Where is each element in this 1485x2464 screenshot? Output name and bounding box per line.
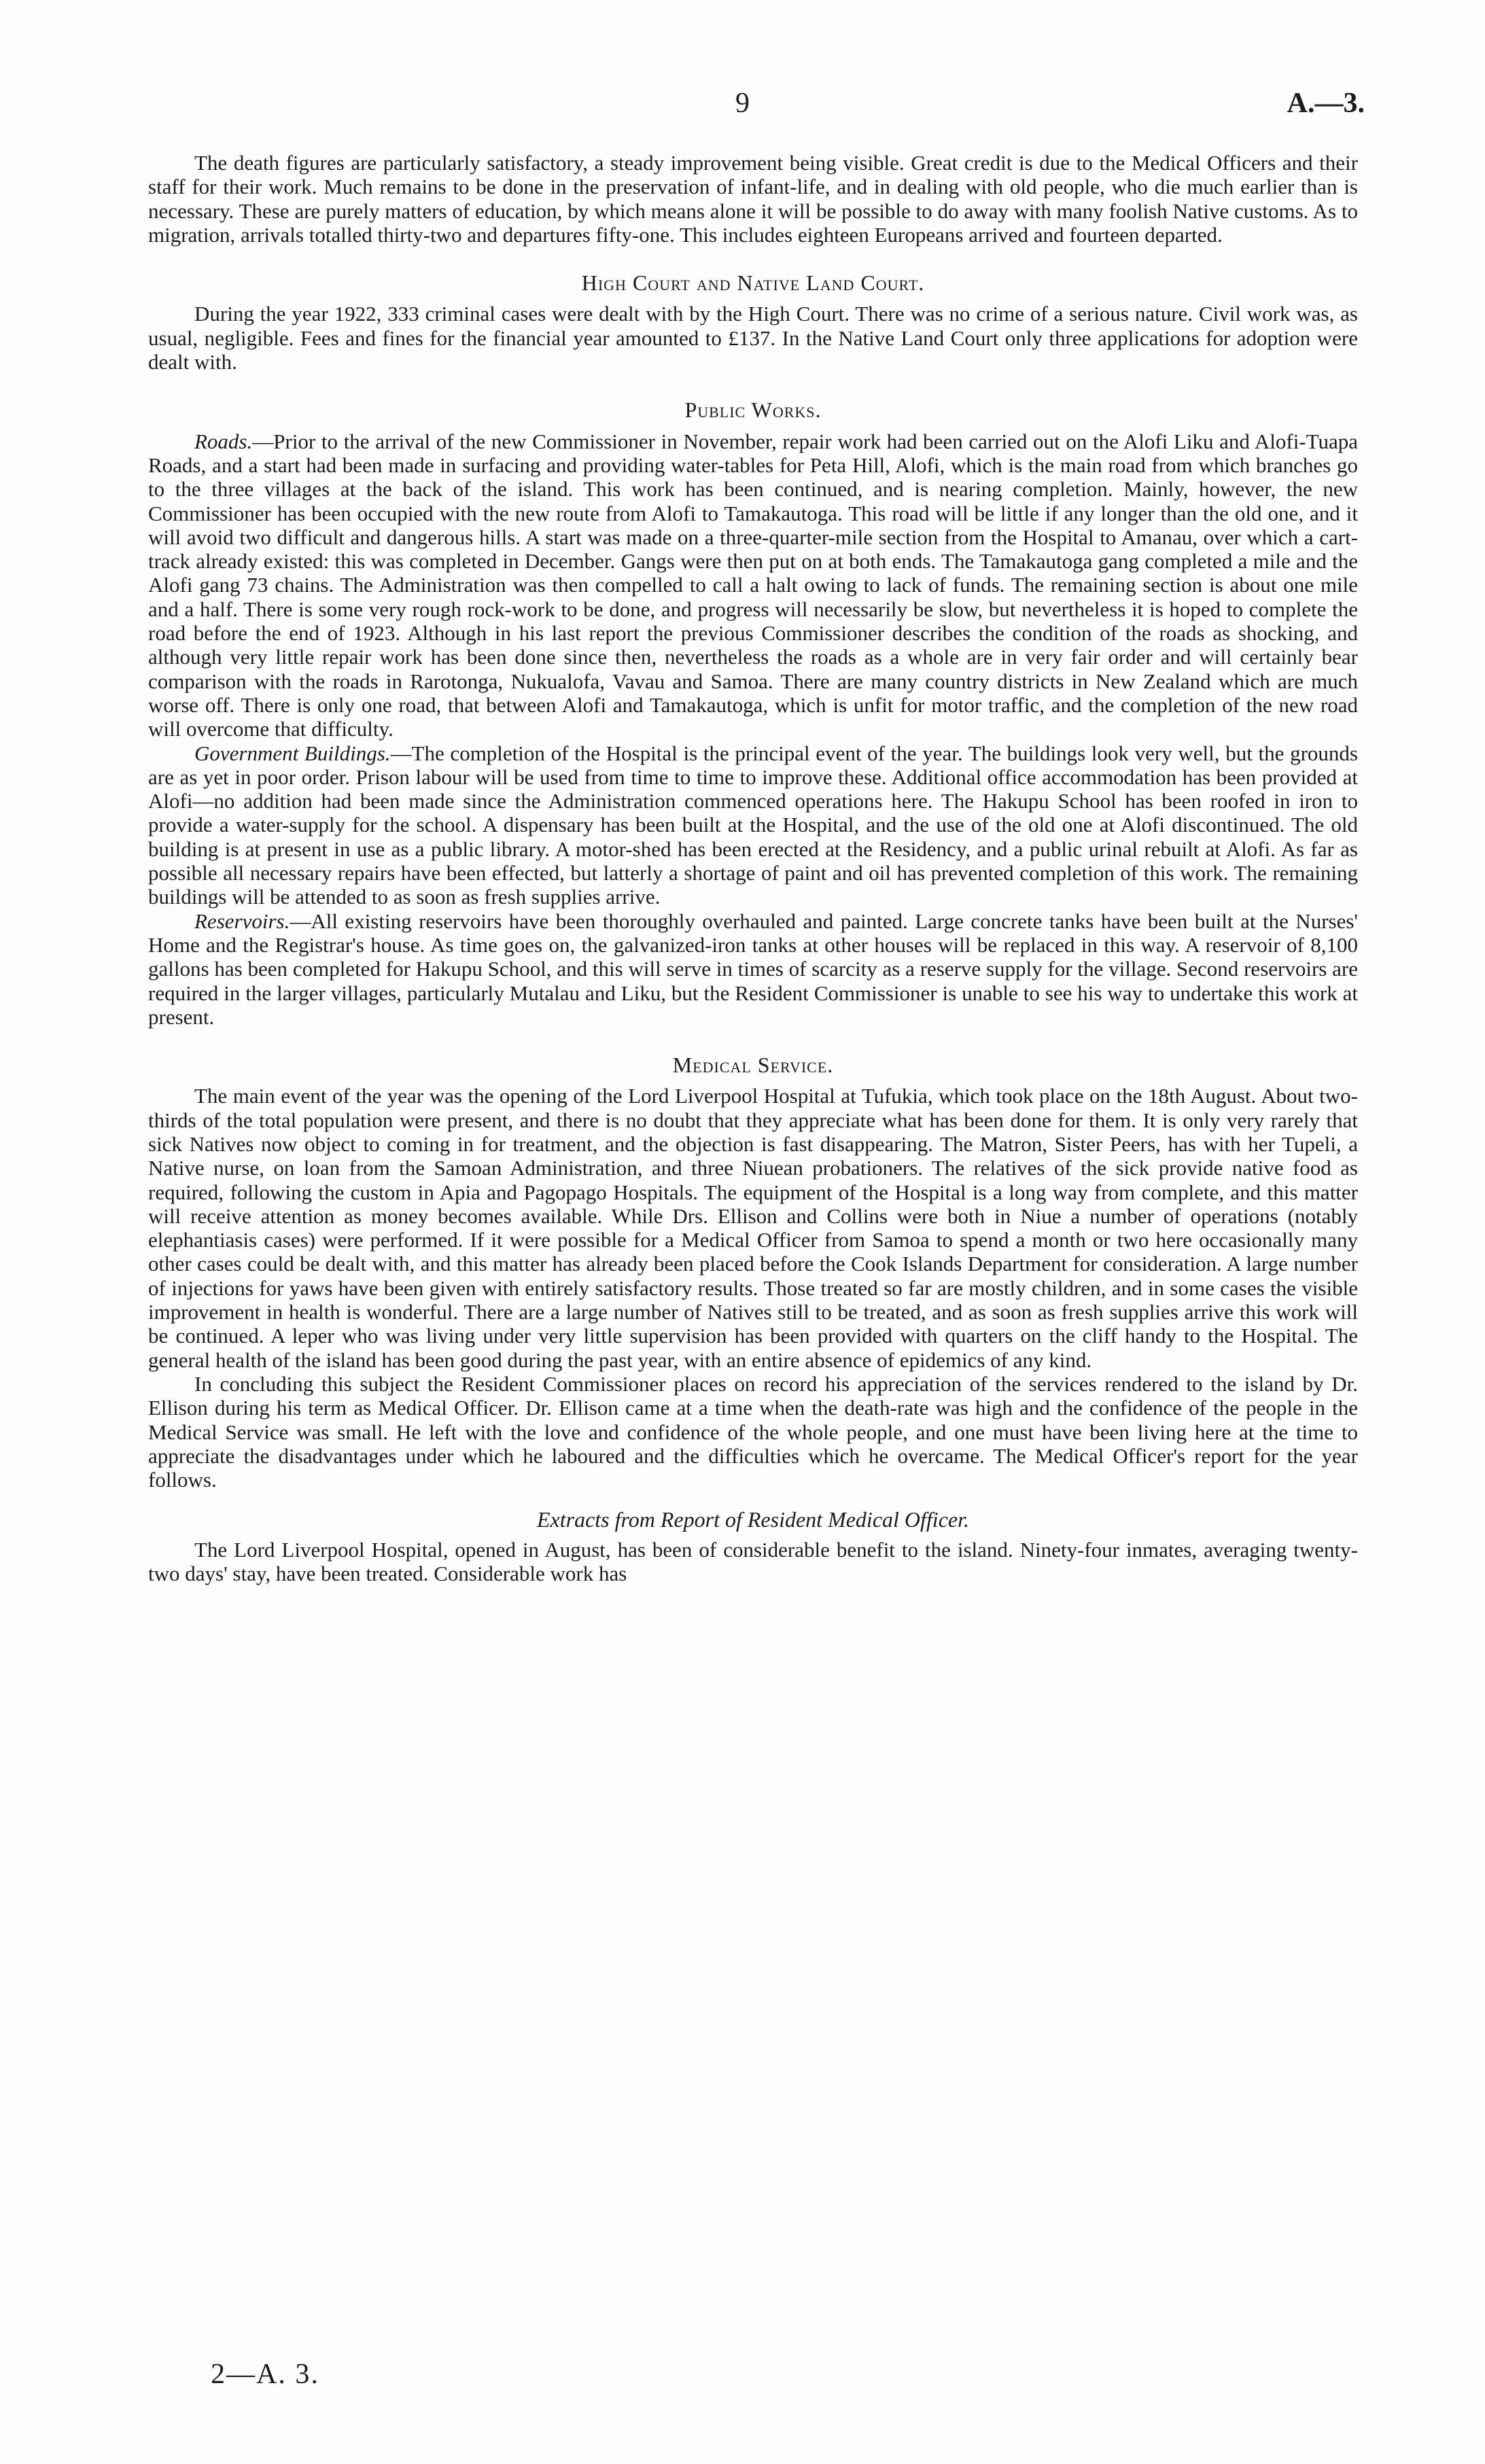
medical-paragraph-1: The main event of the year was the opening of the Lord Liverpool Hospital at Tufukia, which took place on the 18th August. About two-thirds of the total population were present, and there is no doubt that they appreciate what has been done for them. It is only very rarely that sick Natives now object to coming in for treatment, and the objection is fast disappearing. The Matron, Sister Peers, has with her Tupeli, a Native nurse, on loan from the Samoan Administration, and three Niuean probationers. The relatives of the sick provide native food as required, following the custom in Apia and Pagopago Hospitals. The equipment of the Hospital is a long way from complete, and this matter will receive attention as money becomes available. While Drs. Ellison and Collins were both in Niue a number of operations (notably elephantiasis cases) were performed. If it were possible for a Medical Officer from Samoa to spend a month or two here occasionally many other cases could be dealt with, and this matter has already been placed before the Cook Islands Department for consideration. A large number of injections for yaws have been given with entirely satisfactory results. Those treated so far are mostly children, and in some cases the visible improvement in health is wonderful. There are a large number of Natives still to be treated, and as soon as fresh supplies arrive this work will be continued. A leper who was living under very little supervision has been provided with quarters on the cliff handy to the Hospital. The general health of the island has been good during the past year, with an entire absence of epidemics of any kind.	[148, 1084, 1358, 1372]
roads-text: —Prior to the arrival of the new Commissioner in November, repair work had been carried out on the Alofi Liku and Alofi-Tuapa Roads, and a start had been made in surfacing and providing water-tables for Peta Hill, Alofi, which is the main road from which branches go to the three villages at the back of the island. This work has been continued, and is nearing completion. Mainly, however, the new Commissioner has been occupied with the new route from Alofi to Tamakautoga. This road will be little if any longer than the old one, and it will avoid two difficult and dangerous hills. A start was made on a three-quarter-mile section from the Hospital to Amanau, over which a cart-track already existed: this was completed in December. Gangs were then put on at both ends. The Tamakautoga gang completed a mile and the Alofi gang 73 chains. The Administration was then compelled to call a halt owing to lack of funds. The remaining section is about one mile and a half. There is some very rough rock-work to be done, and progress will necessarily be slow, but nevertheless it is hoped to complete the road before the end of 1923. Although in his last report the previous Commissioner describes the condition of the roads as shocking, and although very little repair work has been done since then, nevertheless the roads as a whole are in very fair order and will certainly bear comparison with the roads in Rarotonga, Nukualofa, Vavau and Samoa. There are many country districts in New Zealand which are much worse off. There is only one road, that between Alofi and Tamakautoga, which is unfit for motor traffic, and the completion of the new road will overcome that difficulty.	[148, 429, 1358, 741]
reservoirs-lead: Reservoirs.	[194, 909, 290, 933]
roads-lead: Roads.	[194, 429, 253, 453]
document-reference: A.—3.	[1287, 88, 1365, 119]
court-heading: High Court and Native Land Court.	[581, 270, 925, 296]
footer-signature: 2—A. 3.	[211, 2359, 319, 2390]
reservoirs-text: —All existing reservoirs have been thoroughly overhauled and painted. Large concrete tanks have been built at the Nurses' Home and the Registrar's house. As time goes on, the galvanized-iron tanks at other houses will be replaced in this way. A reservoir of 8,100 gallons has been completed for Hakupu School, and this will serve in times of scarcity as a reserve supply for the village. Second reservoirs are required in the larger villages, particularly Mutalau and Liku, but the Resident Commissioner is unable to see his way to undertake this work at present.	[148, 909, 1358, 1029]
public-works-heading: Public Works.	[684, 398, 822, 423]
medical-paragraph-2: In concluding this subject the Resident Commissioner places on record his appreciation of the services rendered to the island by Dr. Ellison during his term as Medical Officer. Dr. Ellison came at a time when the death-rate was high and the confidence of the people in the Medical Service was small. He left with the love and confidence of the whole people, and one must have been living here at the time to appreciate the disadvantages under which he laboured and the difficulties which he overcame. The Medical Officer's report for the year follows.	[148, 1371, 1358, 1492]
page-header	[0, 87, 1485, 128]
roads-paragraph	[148, 429, 1358, 741]
reservoirs-paragraph	[148, 909, 1358, 1029]
buildings-text: —The completion of the Hospital is the principal event of the year. The buildings look very well, but the grounds are as yet in poor order. Prison labour will be used from time to time to improve these. Additional office accommodation has been provided at Alofi—no addition had been made since the Administration commenced operations here. The Hakupu School has been roofed in iron to provide a water-supply for the school. A dispensary has been built at the Hospital, and the use of the old one at Alofi discontinued. The old building is at present in use as a public library. A motor-shed has been erected at the Residency, and a public urinal rebuilt at Alofi. As far as possible all necessary repairs have been effected, but latterly a shortage of paint and oil has prevented completion of this work. The remaining buildings will be attended to as soon as fresh supplies arrive.	[148, 741, 1358, 909]
buildings-lead: Government Buildings.	[194, 741, 391, 765]
court-paragraph: During the year 1922, 333 criminal cases were dealt with by the High Court. There was no crime of a serious nature. Civil work was, as usual, negligible. Fees and fines for the financial year amounted to £137. In the Native Land Court only three applications for adoption were dealt with.	[148, 302, 1358, 374]
intro-paragraph: The death figures are particularly satisfactory, a steady improvement being visible. Great credit is due to the Medical Officers and their staff for their work. Much remains to be done in the preservation of infant-life, and in dealing with old people, who die much earlier than is necessary. These are purely matters of education, by which means alone it will be possible to do away with many foolish Native customs. As to migration, arrivals totalled thirty-two and departures fifty-one. This includes eighteen Europeans arrived and fourteen departed.	[148, 151, 1358, 247]
medical-service-heading: Medical Service.	[672, 1053, 834, 1078]
extracts-paragraph: The Lord Liverpool Hospital, opened in August, has been of considerable benefit to the island. Ninety-four inmates, averaging twenty-two days' stay, have been treated. Considerable work has	[148, 1537, 1358, 1586]
page-body	[148, 151, 1358, 1585]
extracts-heading: Extracts from Report of Resident Medical Officer.	[536, 1507, 969, 1532]
page-number: 9	[735, 88, 750, 119]
buildings-paragraph	[148, 741, 1358, 909]
